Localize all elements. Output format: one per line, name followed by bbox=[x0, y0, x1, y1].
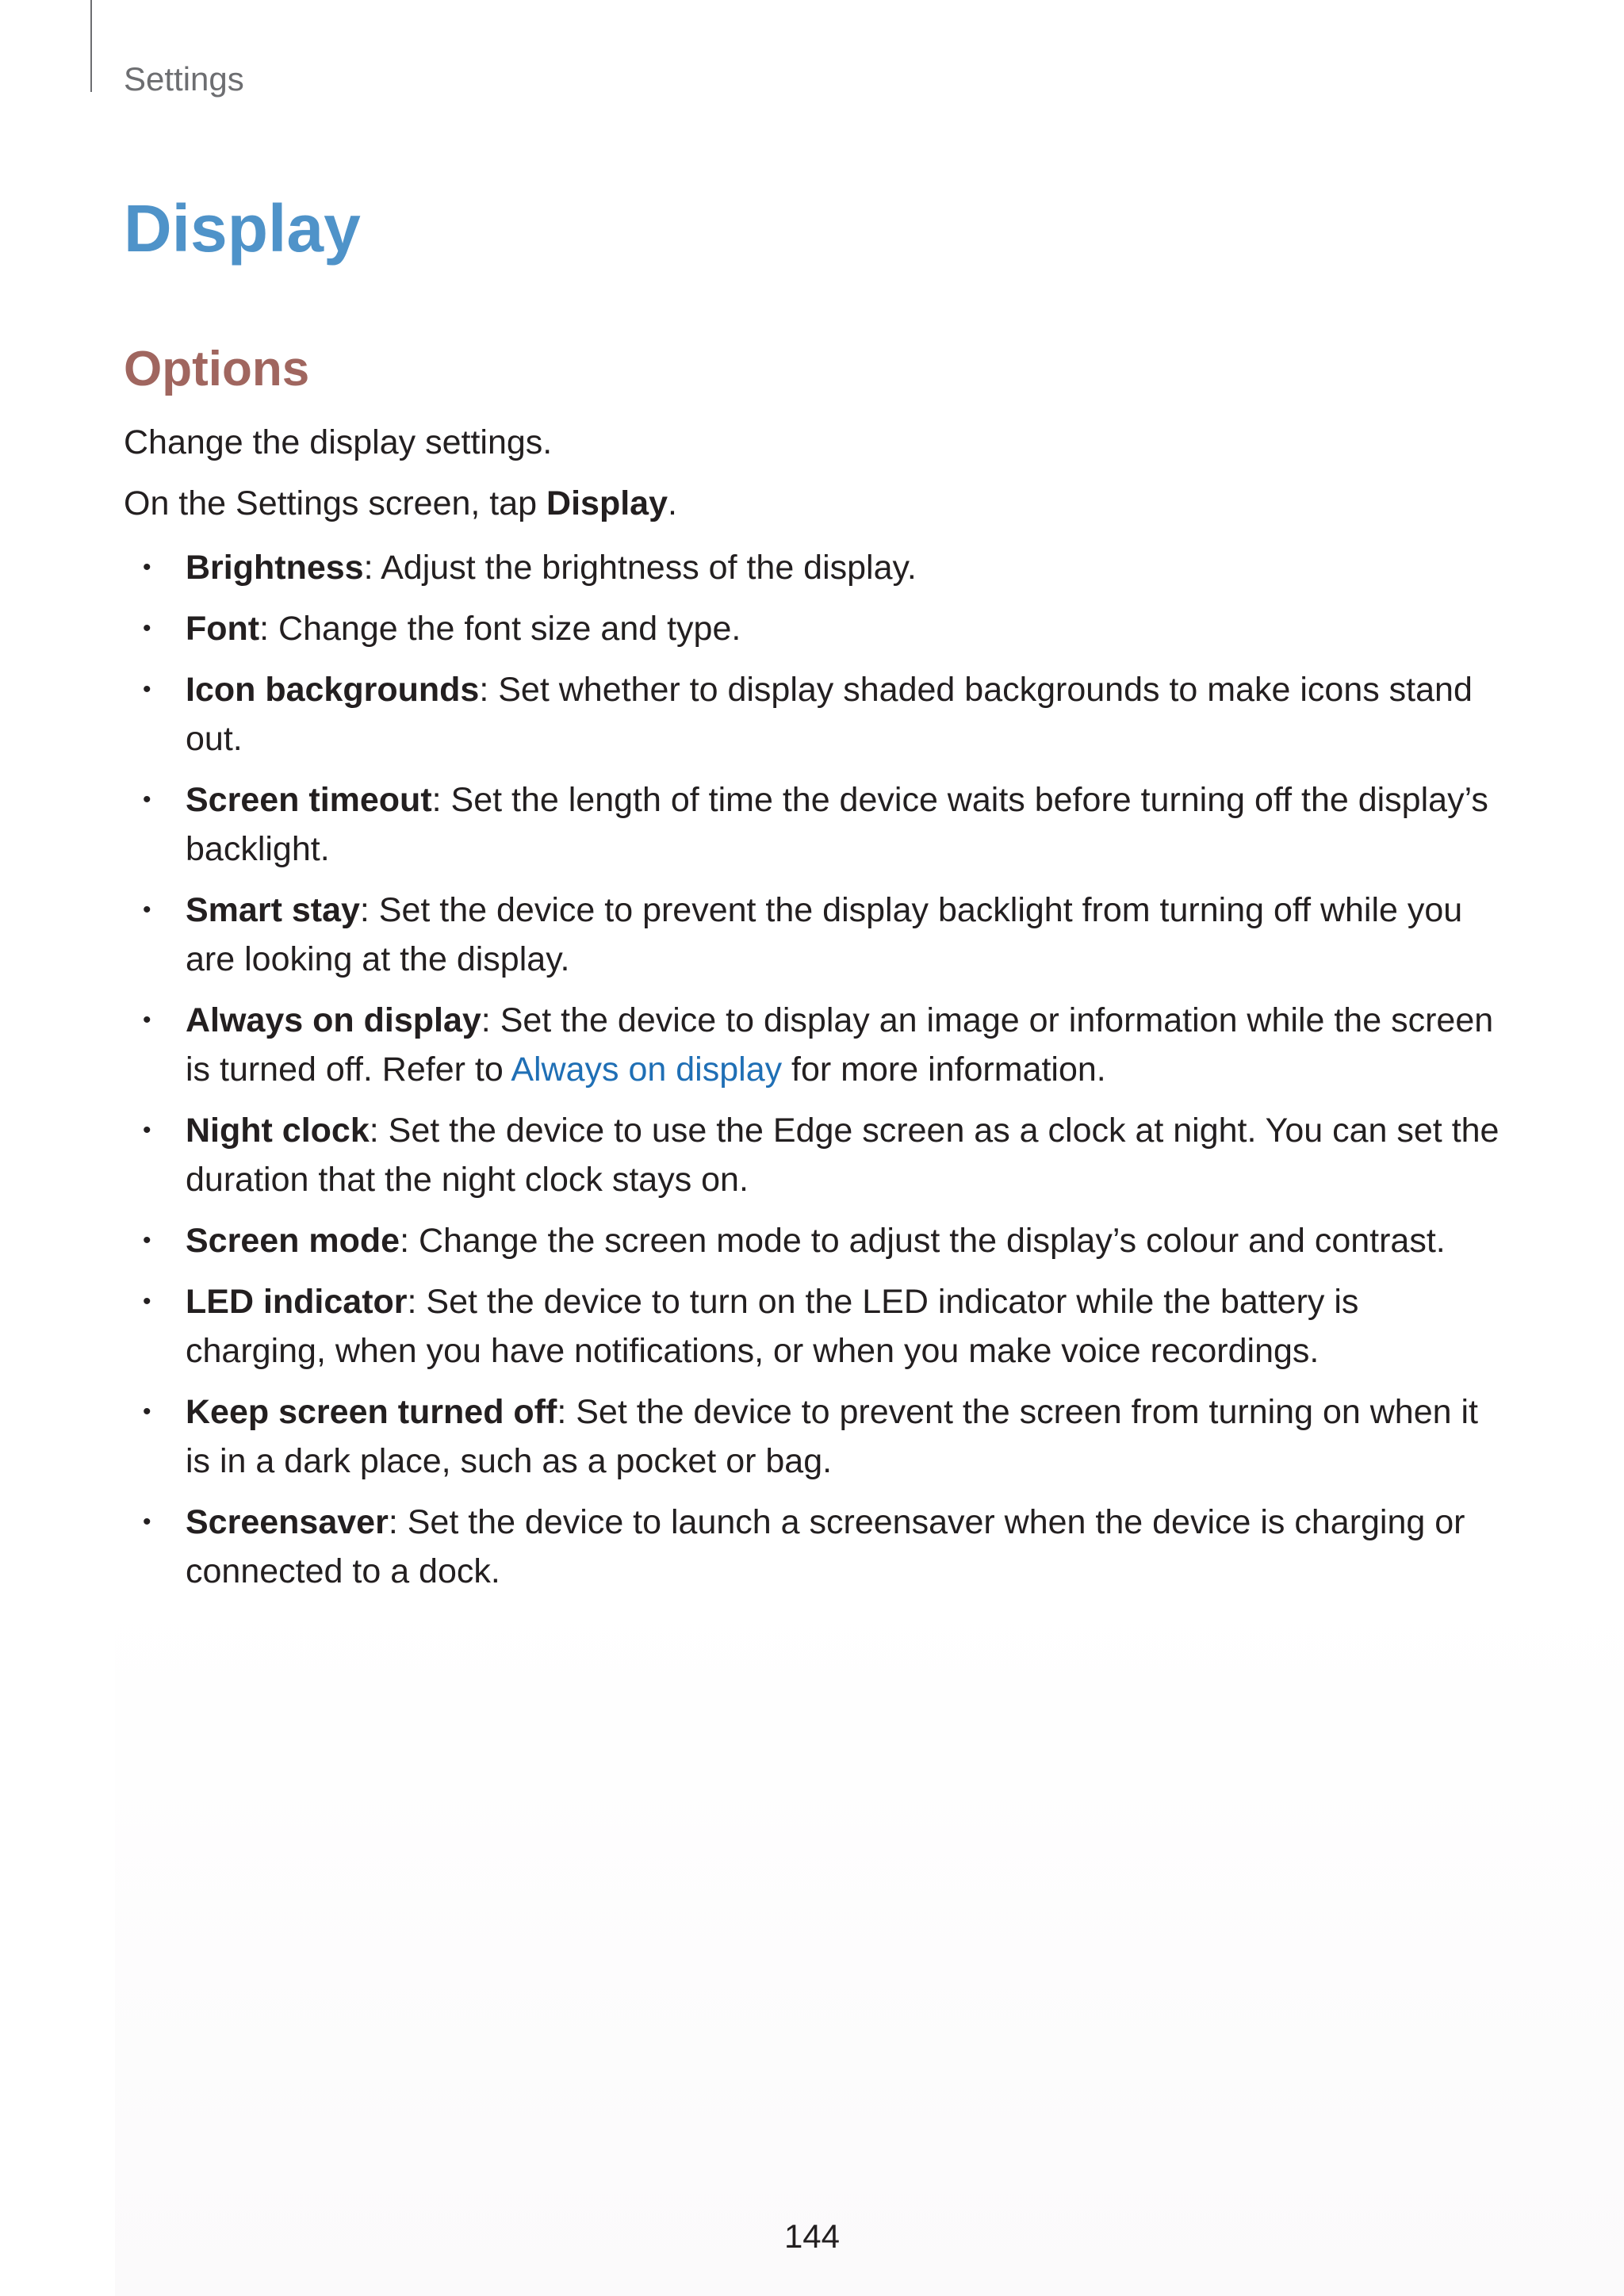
option-description: : Change the screen mode to adjust the display’s colour and contrast. bbox=[400, 1222, 1446, 1260]
bullet-icon: • bbox=[143, 897, 151, 923]
option-description: : Change the font size and type. bbox=[259, 610, 741, 648]
intro-instruction-prefix: On the Settings screen, tap bbox=[124, 484, 547, 522]
bullet-icon: • bbox=[143, 1227, 151, 1253]
option-brightness bbox=[124, 543, 1503, 592]
option-description: : Set whether to display shaded backgrounds to make icons stand out. bbox=[186, 671, 1473, 758]
option-screen-mode bbox=[124, 1216, 1503, 1265]
option-font bbox=[124, 604, 1503, 653]
bullet-icon: • bbox=[143, 1117, 151, 1143]
option-description: : Adjust the brightness of the display. bbox=[363, 549, 917, 587]
option-term: LED indicator bbox=[186, 1283, 408, 1321]
bullet-icon: • bbox=[143, 1399, 151, 1425]
option-term: Screensaver bbox=[186, 1503, 389, 1541]
bullet-icon: • bbox=[143, 1509, 151, 1535]
section-title: Options bbox=[124, 342, 310, 396]
option-screensaver bbox=[124, 1498, 1503, 1596]
option-term: Night clock bbox=[186, 1112, 370, 1150]
option-term: Always on display bbox=[186, 1001, 481, 1039]
option-description: : Set the device to display an image or information while the screen is turned off. Refer to bbox=[186, 1001, 1494, 1089]
intro-instruction-menu: Display bbox=[546, 484, 668, 522]
option-description: : Set the device to turn on the LED indicator while the battery is charging, when you have notifications, or when you make voice recordings. bbox=[186, 1283, 1359, 1370]
bullet-icon: • bbox=[143, 554, 151, 580]
bullet-icon: • bbox=[143, 615, 151, 641]
option-led-indicator bbox=[124, 1277, 1503, 1376]
option-description-continued: for more information. bbox=[782, 1050, 1106, 1089]
page-number: 144 bbox=[783, 2218, 841, 2255]
intro-text: Change the display settings. bbox=[124, 423, 553, 461]
always-on-display-link[interactable]: Always on display bbox=[511, 1050, 783, 1089]
option-term: Brightness bbox=[186, 549, 364, 587]
header-divider bbox=[90, 0, 92, 92]
option-always-on-display bbox=[124, 996, 1503, 1094]
option-smart-stay bbox=[124, 886, 1503, 984]
option-screen-timeout bbox=[124, 775, 1503, 874]
bullet-icon: • bbox=[143, 1007, 151, 1033]
option-description: : Set the device to prevent the screen from turning on when it is in a dark place, such as a pocket or bag. bbox=[186, 1393, 1478, 1480]
option-icon-backgrounds bbox=[124, 665, 1503, 763]
option-term: Screen timeout bbox=[186, 781, 432, 819]
option-description: : Set the device to use the Edge screen as a clock at night. You can set the duration that the night clock stays on. bbox=[186, 1112, 1500, 1199]
option-description: : Set the length of time the device waits before turning off the display’s backlight. bbox=[186, 781, 1488, 868]
page-background bbox=[115, 1586, 1624, 2296]
intro-instruction bbox=[124, 482, 677, 525]
bullet-icon: • bbox=[143, 786, 151, 813]
option-description: : Set the device to launch a screensaver when the device is charging or connected to a dock. bbox=[186, 1503, 1465, 1590]
bullet-icon: • bbox=[143, 676, 151, 702]
option-night-clock bbox=[124, 1106, 1503, 1204]
option-keep-screen-turned-off bbox=[124, 1387, 1503, 1486]
page-title: Display bbox=[124, 191, 361, 266]
option-term: Smart stay bbox=[186, 891, 360, 929]
header-section-label: Settings bbox=[124, 60, 244, 98]
option-term: Screen mode bbox=[186, 1222, 400, 1260]
intro-instruction-suffix: . bbox=[668, 484, 677, 522]
option-description: : Set the device to prevent the display backlight from turning off while you are looking at the display. bbox=[186, 891, 1463, 978]
option-term: Font bbox=[186, 610, 260, 648]
bullet-icon: • bbox=[143, 1288, 151, 1314]
option-term: Icon backgrounds bbox=[186, 671, 480, 709]
option-term: Keep screen turned off bbox=[186, 1393, 557, 1431]
options-list bbox=[124, 543, 1503, 1608]
